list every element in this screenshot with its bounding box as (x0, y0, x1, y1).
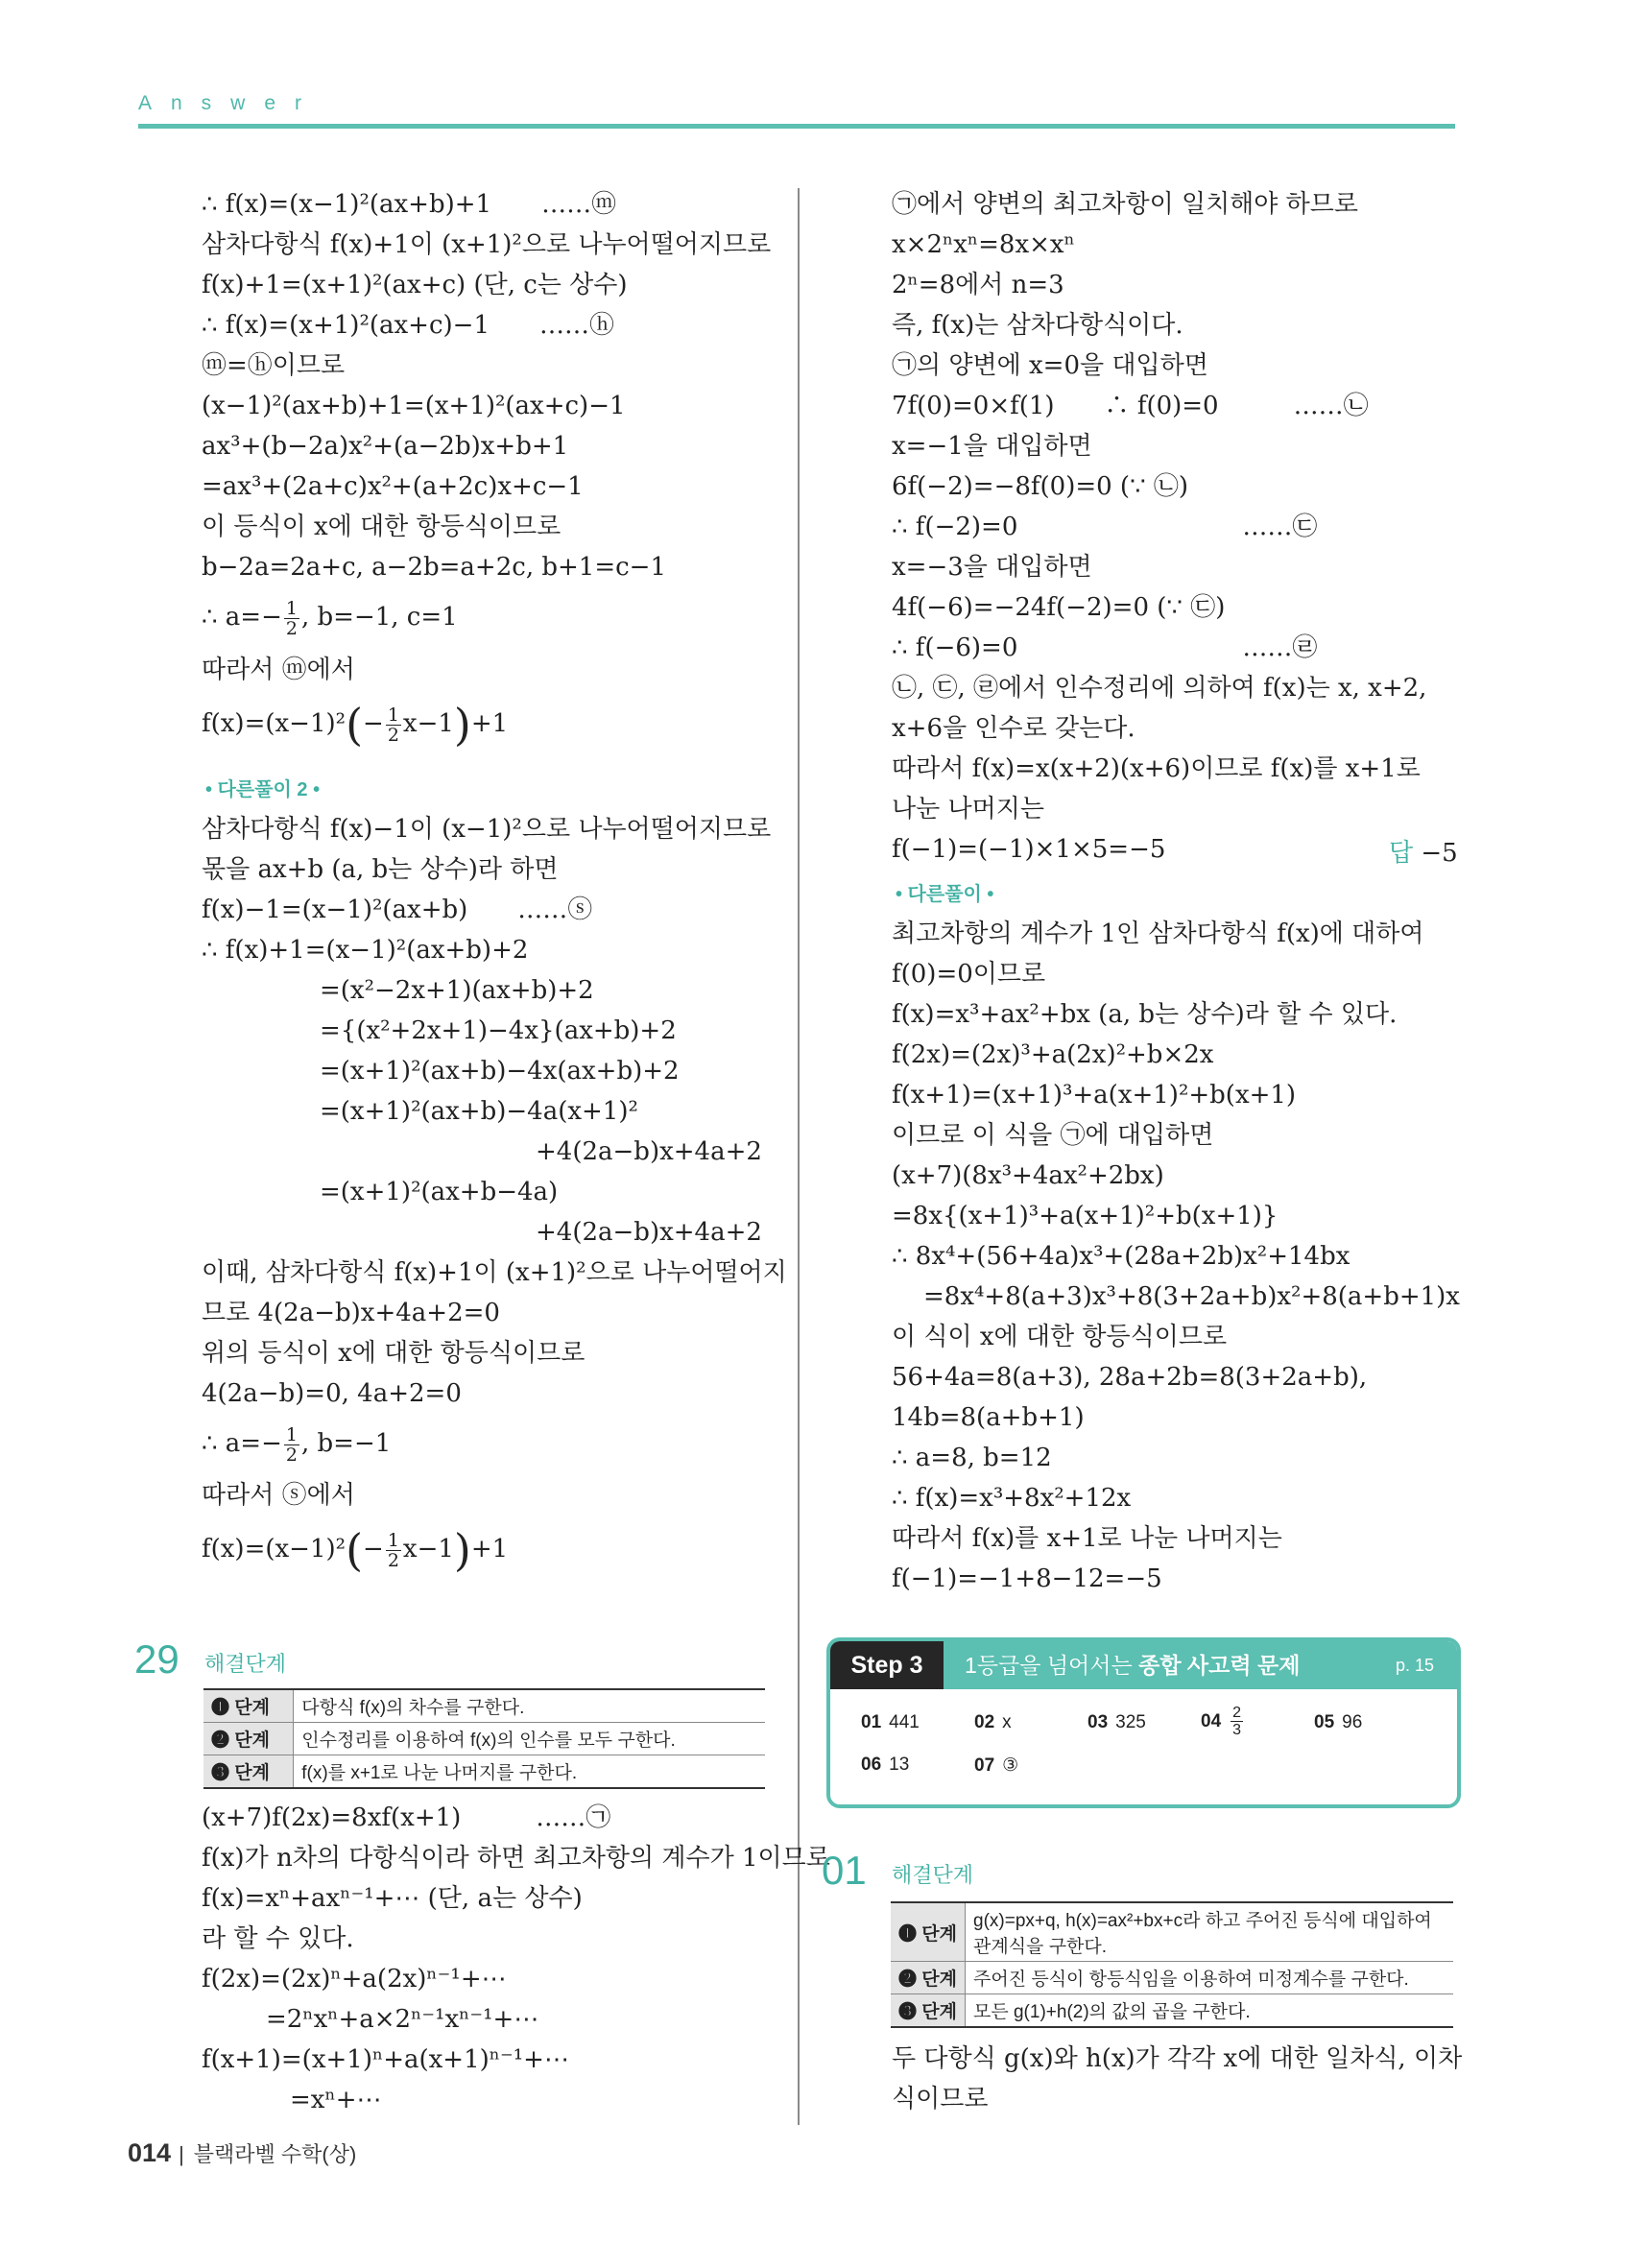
solution-final-line (202, 699, 509, 751)
text-line: =ax³+(2a+c)x²+(a+2c)x+c−1 (202, 472, 584, 501)
answer-num: 05 (1314, 1712, 1335, 1732)
text-line: 최고차항의 계수가 1인 삼차다항식 f(x)에 대하여 (892, 919, 1424, 948)
step-label: ❶ 단계 (203, 1689, 294, 1723)
answer-item (974, 1755, 1018, 1777)
text: ∴ a=− (202, 1429, 282, 1458)
numerator: 1 (285, 597, 298, 619)
text-line: 이 식이 x에 대한 항등식이므로 (892, 1323, 1228, 1351)
step3-title-bold: 종합 사고력 문제 (1138, 1653, 1301, 1678)
text: x−1 (402, 709, 454, 738)
text-line: 이므로 이 식을 ㉠에 대입하면 (892, 1121, 1214, 1150)
answer-num: 02 (974, 1712, 995, 1732)
step-text: g(x)=px+q, h(x)=ax²+bx+c라 하고 주어진 등식에 대입하여 관계식을 구한다. (966, 1902, 1454, 1962)
text-line: 라 할 수 있다. (202, 1924, 354, 1953)
text-line: 4f(−6)=−24f(−2)=0 (∵ ㉢) (892, 593, 1226, 622)
table-row (203, 1755, 765, 1789)
denominator: 2 (387, 724, 399, 746)
step3-page: p. 15 (1395, 1656, 1434, 1675)
answer-val: 325 (1115, 1712, 1146, 1732)
text-line: 삼차다항식 f(x)+1이 (x+1)²으로 나누어떨어지므로 (202, 230, 772, 259)
book-title: 블랙라벨 수학(상) (193, 2142, 357, 2166)
answer (1389, 833, 1458, 869)
answer-item (1201, 1705, 1245, 1738)
paren: ) (453, 699, 471, 751)
text-line: ∴ f(x)+1=(x−1)²(ax+b)+2 (202, 936, 529, 965)
paren: ) (453, 1524, 471, 1576)
problem-steps-title: 해결단계 (204, 1652, 287, 1676)
text-line: ㉠에서 양변의 최고차항이 일치해야 하므로 (892, 190, 1359, 219)
text-line: =(x²−2x+1)(ax+b)+2 (320, 976, 594, 1005)
step-text: 주어진 등식이 항등식임을 이용하여 미정계수를 구한다. (966, 1962, 1454, 1994)
text-line: 6f(−2)=−8f(0)=0 (∵ ㉡) (892, 472, 1189, 501)
text-line: 식이므로 (892, 2085, 989, 2113)
step-text: 다항식 f(x)의 차수를 구한다. (294, 1689, 765, 1723)
problem-number: 01 (822, 1848, 867, 1893)
answer-num: 06 (861, 1755, 882, 1775)
alt-solution-heading: • 다른풀이 • (896, 884, 994, 905)
answer-tag: 답 (1389, 838, 1414, 867)
text-line: 따라서 f(x)=x(x+2)(x+6)이므로 f(x)를 x+1로 (892, 754, 1421, 783)
text: x−1 (402, 1535, 454, 1564)
text-line: 따라서 ⓢ에서 (202, 1481, 355, 1510)
text-line: ∴ f(−6)=0 ……㉣ (892, 633, 1318, 662)
text-line: f(0)=0이므로 (892, 960, 1046, 989)
text-line: 2ⁿ=8에서 n=3 (892, 271, 1064, 299)
text-line: f(x+1)=(x+1)³+a(x+1)²+b(x+1) (892, 1081, 1297, 1110)
text-line: +4(2a−b)x+4a+2 (536, 1137, 762, 1166)
text-line: ax³+(b−2a)x²+(a−2b)x+b+1 (202, 432, 569, 461)
text-line: 14b=8(a+b+1) (892, 1403, 1085, 1432)
table-row (203, 1689, 765, 1723)
text-line: (x−1)²(ax+b)+1=(x+1)²(ax+c)−1 (202, 392, 626, 420)
text-line: ㉠의 양변에 x=0을 대입하면 (892, 351, 1208, 380)
fraction (284, 599, 299, 638)
problem-number: 29 (134, 1636, 179, 1682)
text-line: x+6을 인수로 갖는다. (892, 714, 1135, 743)
answer-num: 07 (974, 1755, 995, 1776)
text-line: ㉡, ㉢, ㉣에서 인수정리에 의하여 f(x)는 x, x+2, (892, 674, 1427, 703)
text: +1 (470, 709, 509, 738)
numerator: 1 (387, 1529, 399, 1551)
fraction (386, 705, 401, 745)
answer-val: 96 (1342, 1712, 1363, 1732)
denominator: 3 (1232, 1722, 1242, 1738)
text-line: 위의 등식이 x에 대한 항등식이므로 (202, 1339, 585, 1368)
step3-answer-box (826, 1637, 1461, 1808)
text-line: ∴ f(x)=(x−1)²(ax+b)+1 ……ⓜ (202, 190, 617, 219)
footer-separator: | (179, 2142, 184, 2166)
text-line: ∴ 8x⁴+(56+4a)x³+(28a+2b)x²+14bx (892, 1242, 1350, 1271)
text-line: f(x)=x³+ax²+bx (a, b는 상수)라 할 수 있다. (892, 1000, 1398, 1029)
step3-title (965, 1641, 1300, 1689)
text: , b=−1, c=1 (300, 603, 458, 632)
text: − (363, 709, 384, 738)
paren: ( (346, 1524, 364, 1576)
text-line: =xⁿ+⋯ (290, 2086, 382, 2114)
text-line: +4(2a−b)x+4a+2 (536, 1218, 762, 1247)
text-line: =8x⁴+8(a+3)x³+8(3+2a+b)x²+8(a+b+1)x (923, 1282, 1460, 1311)
text-line: 삼차다항식 f(x)−1이 (x−1)²으로 나누어떨어지므로 (202, 815, 772, 844)
step-label: ❶ 단계 (891, 1902, 966, 1962)
table-row (891, 1962, 1453, 1994)
text-line: 이때, 삼차다항식 f(x)+1이 (x+1)²으로 나누어떨어지 (202, 1258, 787, 1287)
text-line: x×2ⁿxⁿ=8x×xⁿ (892, 230, 1075, 259)
text-line: 므로 4(2a−b)x+4a+2=0 (202, 1299, 500, 1327)
step3-header (830, 1641, 1457, 1689)
page-number: 014 (128, 2138, 172, 2167)
answer-value: −5 (1421, 839, 1458, 868)
fraction (386, 1531, 401, 1570)
text-line: f(x)=xⁿ+axⁿ⁻¹+⋯ (단, a는 상수) (202, 1884, 583, 1913)
header-rule (138, 124, 1455, 129)
text: f(x)=(x−1)² (202, 1535, 347, 1564)
answer-item (1087, 1712, 1146, 1733)
step-label: ❸ 단계 (203, 1755, 294, 1789)
text-line: ={(x²+2x+1)−4x}(ax+b)+2 (320, 1016, 677, 1045)
text-line: f(−1)=−1+8−12=−5 (892, 1564, 1162, 1593)
text: , b=−1 (300, 1429, 392, 1458)
fraction (1231, 1705, 1243, 1738)
text-line: 4(2a−b)=0, 4a+2=0 (202, 1379, 462, 1408)
table-row (891, 1994, 1453, 2028)
answer-item (1314, 1712, 1362, 1733)
text: ∴ a=− (202, 603, 282, 632)
text-line: ∴ f(x)=x³+8x²+12x (892, 1484, 1132, 1513)
text-line: ∴ f(−2)=0 ……㉢ (892, 513, 1318, 541)
answer-num: 01 (861, 1712, 882, 1732)
text-line: =(x+1)²(ax+b−4a) (320, 1178, 559, 1206)
text-line: f(x)가 n차의 다항식이라 하면 최고차항의 계수가 1이므로 (202, 1844, 830, 1873)
text-line: f(x)+1=(x+1)²(ax+c) (단, c는 상수) (202, 271, 628, 299)
text-line: f(2x)=(2x)ⁿ+a(2x)ⁿ⁻¹+⋯ (202, 1965, 507, 1993)
text-line: f(x)−1=(x−1)²(ax+b) ……ⓢ (202, 895, 593, 924)
answer-val: ③ (1002, 1755, 1019, 1776)
text-line: f(2x)=(2x)³+a(2x)²+b×2x (892, 1040, 1214, 1069)
text-line: 따라서 f(x)를 x+1로 나눈 나머지는 (892, 1524, 1282, 1553)
text-line: 7f(0)=0×f(1) ∴ f(0)=0 ……㉡ (892, 392, 1369, 420)
step-label: ❷ 단계 (891, 1962, 966, 1994)
text-line: x=−3을 대입하면 (892, 553, 1092, 582)
step3-tab: Step 3 (830, 1641, 944, 1689)
paren: ( (346, 699, 364, 751)
denominator: 2 (285, 1444, 298, 1466)
header-label: Answer (138, 92, 322, 114)
answer-num: 03 (1087, 1712, 1109, 1732)
text-line: ∴ a=8, b=12 (892, 1444, 1052, 1472)
text-line: 즉, f(x)는 삼차다항식이다. (892, 311, 1183, 340)
column-divider (798, 188, 800, 2125)
table-row (203, 1723, 765, 1755)
fraction (284, 1425, 299, 1465)
step-text: 인수정리를 이용하여 f(x)의 인수를 모두 구한다. (294, 1723, 765, 1755)
steps-table (203, 1688, 765, 1789)
text: − (363, 1535, 384, 1564)
text-line: ∴ f(x)=(x+1)²(ax+c)−1 ……ⓗ (202, 311, 614, 340)
problem-steps-title: 해결단계 (892, 1863, 974, 1887)
text-line: 56+4a=8(a+3), 28a+2b=8(3+2a+b), (892, 1363, 1368, 1392)
text-line: 이 등식이 x에 대한 항등식이므로 (202, 513, 562, 541)
answer-val: x (1002, 1712, 1012, 1732)
step-label: ❷ 단계 (203, 1723, 294, 1755)
answer-item (974, 1712, 1012, 1733)
denominator: 2 (387, 1549, 399, 1571)
text-line: ⓜ=ⓗ이므로 (202, 351, 346, 380)
text-line: =8x{(x+1)³+a(x+1)²+b(x+1)} (892, 1202, 1278, 1230)
step-label: ❸ 단계 (891, 1994, 966, 2028)
alt2-final-line (202, 1524, 509, 1576)
text-line: f(x+1)=(x+1)ⁿ+a(x+1)ⁿ⁻¹+⋯ (202, 2045, 569, 2074)
numerator: 2 (1232, 1705, 1242, 1721)
step-text: f(x)를 x+1로 나눈 나머지를 구한다. (294, 1755, 765, 1789)
text-line: 따라서 ⓜ에서 (202, 656, 355, 684)
page-footer (128, 2138, 356, 2168)
answer-num: 04 (1201, 1710, 1222, 1731)
numerator: 1 (387, 704, 399, 726)
text-line: b−2a=2a+c, a−2b=a+2c, b+1=c−1 (202, 553, 666, 582)
denominator: 2 (285, 617, 298, 639)
answer-val: 13 (889, 1755, 910, 1775)
answer-item (861, 1755, 909, 1776)
text-line: =2ⁿxⁿ+a×2ⁿ⁻¹xⁿ⁻¹+⋯ (266, 2005, 539, 2034)
text-line: =(x+1)²(ax+b)−4x(ax+b)+2 (320, 1057, 680, 1086)
text-line: 몫을 ax+b (a, b는 상수)라 하면 (202, 855, 559, 884)
alt-solution-2-heading: • 다른풀이 2 • (205, 779, 321, 800)
table-row (891, 1902, 1453, 1962)
solution-a-line (202, 594, 458, 640)
step3-title-plain: 1등급을 넘어서는 (965, 1653, 1139, 1678)
text-line: =(x+1)²(ax+b)−4a(x+1)² (320, 1097, 638, 1126)
alt2-a-line (202, 1420, 391, 1467)
text-line: (x+7)(8x³+4ax²+2bx) (892, 1161, 1164, 1190)
text-line: 나눈 나머지는 (892, 795, 1044, 824)
text-line: x=−1을 대입하면 (892, 432, 1092, 461)
steps-table (891, 1901, 1453, 2028)
answer-item (861, 1712, 920, 1733)
text: +1 (470, 1535, 509, 1564)
text: f(x)=(x−1)² (202, 709, 347, 738)
text-line: f(−1)=(−1)×1×5=−5 (892, 835, 1166, 864)
answer-val: 441 (889, 1712, 920, 1732)
step-text: 모든 g(1)+h(2)의 값의 곱을 구한다. (966, 1994, 1454, 2028)
text-line: 두 다항식 g(x)와 h(x)가 각각 x에 대한 일차식, 이차 (892, 2044, 1463, 2073)
text-line: (x+7)f(2x)=8xf(x+1) ……㉠ (202, 1803, 611, 1832)
numerator: 1 (285, 1423, 298, 1445)
